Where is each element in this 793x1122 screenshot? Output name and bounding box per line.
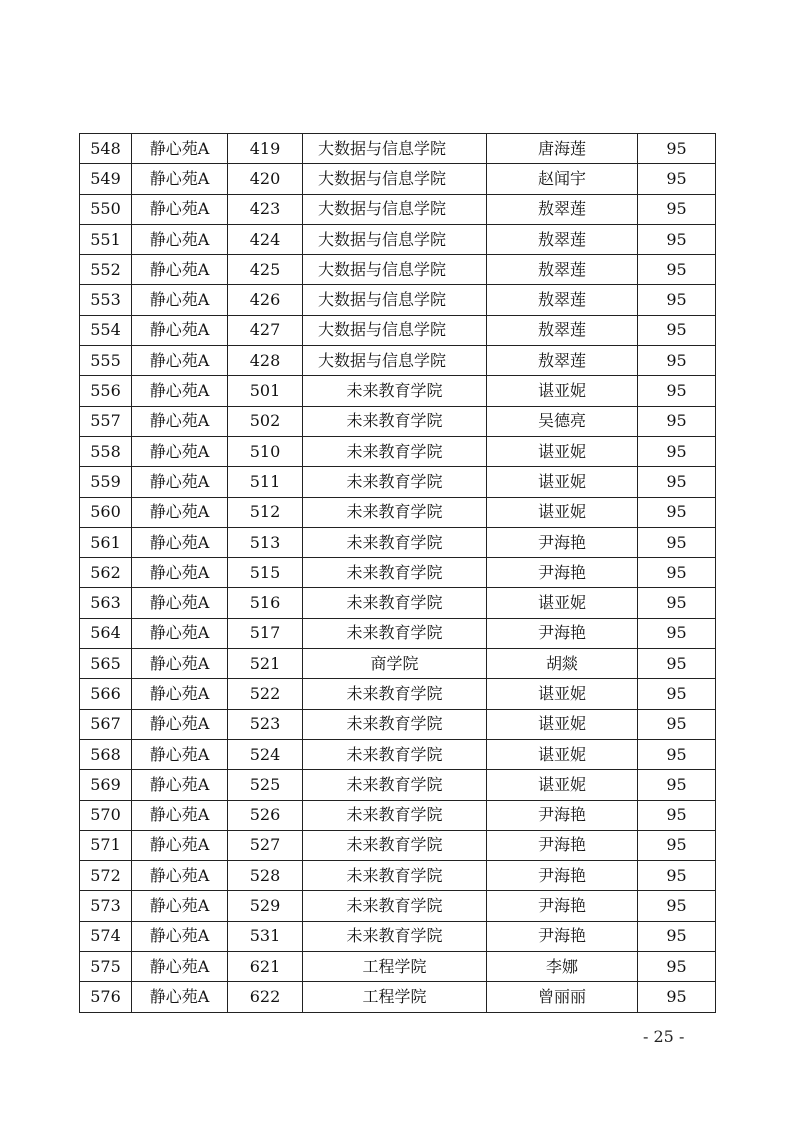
- cell-building: 静心苑A: [132, 497, 228, 527]
- table-row: [80, 679, 716, 709]
- cell-score: 95: [638, 558, 716, 588]
- cell-college: 大数据与信息学院: [303, 134, 487, 164]
- cell-college: 工程学院: [303, 982, 487, 1012]
- cell-building: 静心苑A: [132, 982, 228, 1012]
- cell-room: 525: [228, 770, 303, 800]
- cell-room: 420: [228, 164, 303, 194]
- cell-score: 95: [638, 285, 716, 315]
- cell-name: 敖翠莲: [487, 285, 638, 315]
- cell-building: 静心苑A: [132, 558, 228, 588]
- table-row: [80, 952, 716, 982]
- cell-seq: 567: [80, 709, 132, 739]
- cell-college: 未来教育学院: [303, 467, 487, 497]
- cell-college: 未来教育学院: [303, 588, 487, 618]
- cell-building: 静心苑A: [132, 709, 228, 739]
- cell-building: 静心苑A: [132, 649, 228, 679]
- cell-building: 静心苑A: [132, 739, 228, 769]
- table-row: [80, 255, 716, 285]
- cell-college: 大数据与信息学院: [303, 285, 487, 315]
- cell-name: 吴德亮: [487, 406, 638, 436]
- cell-seq: 549: [80, 164, 132, 194]
- cell-college: 大数据与信息学院: [303, 255, 487, 285]
- cell-room: 510: [228, 436, 303, 466]
- cell-name: 谌亚妮: [487, 497, 638, 527]
- cell-score: 95: [638, 921, 716, 951]
- table-row: [80, 739, 716, 769]
- cell-seq: 569: [80, 770, 132, 800]
- cell-college: 未来教育学院: [303, 376, 487, 406]
- table-row: [80, 194, 716, 224]
- cell-score: 95: [638, 830, 716, 860]
- cell-score: 95: [638, 770, 716, 800]
- cell-room: 526: [228, 800, 303, 830]
- cell-college: 未来教育学院: [303, 618, 487, 648]
- cell-room: 425: [228, 255, 303, 285]
- cell-college: 大数据与信息学院: [303, 194, 487, 224]
- cell-college: 商学院: [303, 649, 487, 679]
- cell-score: 95: [638, 679, 716, 709]
- cell-building: 静心苑A: [132, 164, 228, 194]
- cell-score: 95: [638, 255, 716, 285]
- table-row: [80, 830, 716, 860]
- cell-name: 谌亚妮: [487, 376, 638, 406]
- cell-seq: 558: [80, 436, 132, 466]
- cell-score: 95: [638, 649, 716, 679]
- cell-seq: 561: [80, 527, 132, 557]
- cell-score: 95: [638, 861, 716, 891]
- table-row: [80, 406, 716, 436]
- table-row: [80, 618, 716, 648]
- cell-seq: 571: [80, 830, 132, 860]
- cell-name: 谌亚妮: [487, 679, 638, 709]
- cell-building: 静心苑A: [132, 861, 228, 891]
- cell-name: 敖翠莲: [487, 315, 638, 345]
- cell-building: 静心苑A: [132, 376, 228, 406]
- cell-seq: 568: [80, 739, 132, 769]
- cell-college: 未来教育学院: [303, 739, 487, 769]
- cell-room: 531: [228, 921, 303, 951]
- cell-college: 大数据与信息学院: [303, 224, 487, 254]
- cell-name: 唐海莲: [487, 134, 638, 164]
- cell-college: 工程学院: [303, 952, 487, 982]
- cell-name: 谌亚妮: [487, 588, 638, 618]
- cell-score: 95: [638, 800, 716, 830]
- cell-building: 静心苑A: [132, 346, 228, 376]
- table-row: [80, 558, 716, 588]
- cell-score: 95: [638, 224, 716, 254]
- table-row: [80, 588, 716, 618]
- cell-room: 528: [228, 861, 303, 891]
- cell-seq: 563: [80, 588, 132, 618]
- cell-room: 513: [228, 527, 303, 557]
- table-row: [80, 224, 716, 254]
- cell-college: 未来教育学院: [303, 770, 487, 800]
- cell-name: 尹海艳: [487, 921, 638, 951]
- cell-score: 95: [638, 588, 716, 618]
- cell-seq: 553: [80, 285, 132, 315]
- table-row: [80, 497, 716, 527]
- table-row: [80, 134, 716, 164]
- cell-name: 谌亚妮: [487, 770, 638, 800]
- cell-name: 谌亚妮: [487, 467, 638, 497]
- cell-college: 未来教育学院: [303, 709, 487, 739]
- cell-name: 尹海艳: [487, 558, 638, 588]
- cell-college: 未来教育学院: [303, 436, 487, 466]
- table-row: [80, 527, 716, 557]
- cell-college: 未来教育学院: [303, 679, 487, 709]
- cell-building: 静心苑A: [132, 679, 228, 709]
- cell-room: 427: [228, 315, 303, 345]
- table-row: [80, 982, 716, 1012]
- cell-building: 静心苑A: [132, 770, 228, 800]
- cell-name: 李娜: [487, 952, 638, 982]
- cell-seq: 562: [80, 558, 132, 588]
- cell-college: 未来教育学院: [303, 891, 487, 921]
- cell-seq: 556: [80, 376, 132, 406]
- cell-score: 95: [638, 618, 716, 648]
- table-row: [80, 436, 716, 466]
- cell-seq: 552: [80, 255, 132, 285]
- cell-seq: 576: [80, 982, 132, 1012]
- cell-name: 谌亚妮: [487, 709, 638, 739]
- cell-seq: 575: [80, 952, 132, 982]
- cell-seq: 551: [80, 224, 132, 254]
- table-row: [80, 164, 716, 194]
- cell-building: 静心苑A: [132, 800, 228, 830]
- table-row: [80, 285, 716, 315]
- table-row: [80, 376, 716, 406]
- cell-name: 敖翠莲: [487, 224, 638, 254]
- cell-college: 未来教育学院: [303, 497, 487, 527]
- cell-building: 静心苑A: [132, 921, 228, 951]
- table-row: [80, 649, 716, 679]
- cell-building: 静心苑A: [132, 436, 228, 466]
- cell-seq: 560: [80, 497, 132, 527]
- cell-score: 95: [638, 164, 716, 194]
- cell-score: 95: [638, 891, 716, 921]
- cell-room: 428: [228, 346, 303, 376]
- cell-building: 静心苑A: [132, 224, 228, 254]
- cell-score: 95: [638, 739, 716, 769]
- table-row: [80, 770, 716, 800]
- cell-seq: 555: [80, 346, 132, 376]
- cell-building: 静心苑A: [132, 527, 228, 557]
- cell-building: 静心苑A: [132, 830, 228, 860]
- cell-room: 622: [228, 982, 303, 1012]
- cell-seq: 564: [80, 618, 132, 648]
- cell-score: 95: [638, 346, 716, 376]
- cell-building: 静心苑A: [132, 467, 228, 497]
- cell-name: 赵闻宇: [487, 164, 638, 194]
- cell-seq: 566: [80, 679, 132, 709]
- table-row: [80, 861, 716, 891]
- cell-score: 95: [638, 315, 716, 345]
- cell-college: 大数据与信息学院: [303, 164, 487, 194]
- cell-room: 419: [228, 134, 303, 164]
- cell-room: 516: [228, 588, 303, 618]
- cell-building: 静心苑A: [132, 285, 228, 315]
- table-row: [80, 315, 716, 345]
- cell-room: 502: [228, 406, 303, 436]
- cell-score: 95: [638, 376, 716, 406]
- cell-score: 95: [638, 436, 716, 466]
- page-number: - 25 -: [643, 1027, 685, 1046]
- table-row: [80, 709, 716, 739]
- cell-name: 尹海艳: [487, 527, 638, 557]
- cell-room: 521: [228, 649, 303, 679]
- cell-name: 敖翠莲: [487, 255, 638, 285]
- table-row: [80, 467, 716, 497]
- cell-name: 敖翠莲: [487, 346, 638, 376]
- cell-room: 529: [228, 891, 303, 921]
- cell-building: 静心苑A: [132, 891, 228, 921]
- table-row: [80, 346, 716, 376]
- cell-name: 尹海艳: [487, 830, 638, 860]
- cell-room: 515: [228, 558, 303, 588]
- cell-college: 未来教育学院: [303, 921, 487, 951]
- cell-name: 谌亚妮: [487, 739, 638, 769]
- cell-room: 423: [228, 194, 303, 224]
- cell-building: 静心苑A: [132, 588, 228, 618]
- cell-name: 尹海艳: [487, 618, 638, 648]
- cell-building: 静心苑A: [132, 406, 228, 436]
- cell-score: 95: [638, 952, 716, 982]
- cell-room: 522: [228, 679, 303, 709]
- cell-seq: 548: [80, 134, 132, 164]
- cell-score: 95: [638, 497, 716, 527]
- cell-building: 静心苑A: [132, 194, 228, 224]
- cell-building: 静心苑A: [132, 315, 228, 345]
- cell-room: 517: [228, 618, 303, 648]
- cell-college: 未来教育学院: [303, 406, 487, 436]
- cell-score: 95: [638, 406, 716, 436]
- cell-room: 621: [228, 952, 303, 982]
- cell-room: 527: [228, 830, 303, 860]
- cell-college: 未来教育学院: [303, 800, 487, 830]
- table-row: [80, 891, 716, 921]
- cell-room: 426: [228, 285, 303, 315]
- cell-name: 胡燚: [487, 649, 638, 679]
- cell-seq: 559: [80, 467, 132, 497]
- cell-college: 未来教育学院: [303, 830, 487, 860]
- cell-college: 大数据与信息学院: [303, 346, 487, 376]
- cell-name: 尹海艳: [487, 891, 638, 921]
- cell-college: 未来教育学院: [303, 527, 487, 557]
- cell-seq: 574: [80, 921, 132, 951]
- table-body: [80, 134, 716, 1013]
- cell-score: 95: [638, 194, 716, 224]
- cell-seq: 554: [80, 315, 132, 345]
- cell-college: 未来教育学院: [303, 861, 487, 891]
- cell-name: 尹海艳: [487, 800, 638, 830]
- cell-room: 523: [228, 709, 303, 739]
- cell-seq: 565: [80, 649, 132, 679]
- cell-building: 静心苑A: [132, 134, 228, 164]
- cell-score: 95: [638, 527, 716, 557]
- cell-room: 501: [228, 376, 303, 406]
- cell-college: 大数据与信息学院: [303, 315, 487, 345]
- cell-name: 尹海艳: [487, 861, 638, 891]
- cell-room: 511: [228, 467, 303, 497]
- table-row: [80, 921, 716, 951]
- cell-seq: 557: [80, 406, 132, 436]
- cell-seq: 550: [80, 194, 132, 224]
- cell-building: 静心苑A: [132, 952, 228, 982]
- cell-room: 424: [228, 224, 303, 254]
- cell-seq: 572: [80, 861, 132, 891]
- cell-name: 曾丽丽: [487, 982, 638, 1012]
- cell-building: 静心苑A: [132, 255, 228, 285]
- cell-seq: 570: [80, 800, 132, 830]
- cell-score: 95: [638, 982, 716, 1012]
- cell-college: 未来教育学院: [303, 558, 487, 588]
- dormitory-score-table: [79, 133, 716, 1013]
- cell-room: 524: [228, 739, 303, 769]
- cell-name: 谌亚妮: [487, 436, 638, 466]
- table-row: [80, 800, 716, 830]
- cell-seq: 573: [80, 891, 132, 921]
- cell-room: 512: [228, 497, 303, 527]
- cell-score: 95: [638, 709, 716, 739]
- cell-score: 95: [638, 134, 716, 164]
- cell-score: 95: [638, 467, 716, 497]
- cell-building: 静心苑A: [132, 618, 228, 648]
- cell-name: 敖翠莲: [487, 194, 638, 224]
